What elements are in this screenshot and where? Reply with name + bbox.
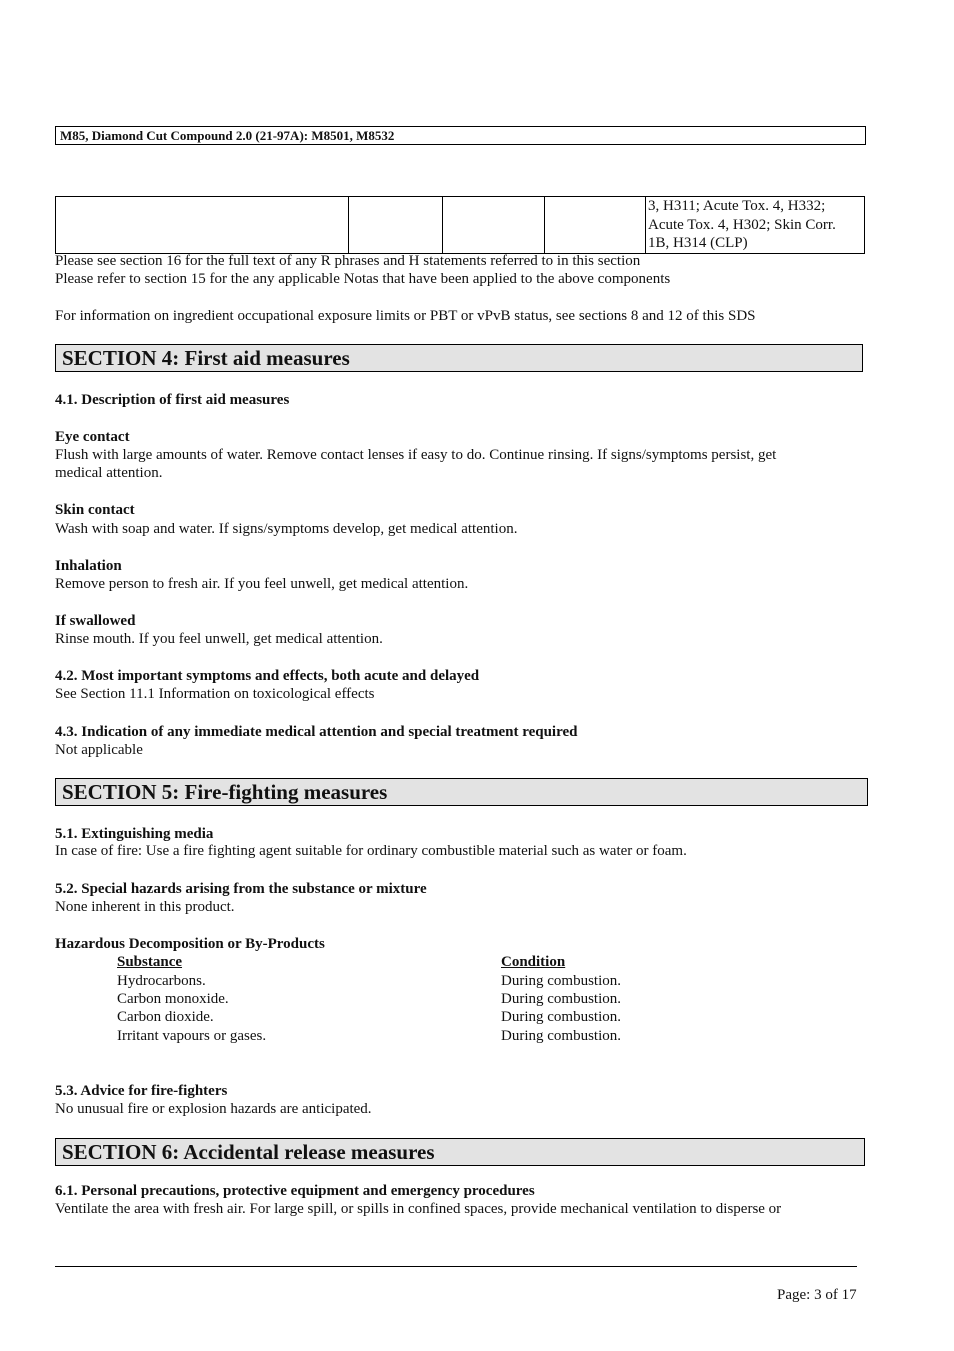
eye-contact-text: Flush with large amounts of water. Remove contact lenses if easy to do. Continue rinsing. If signs/symptoms persist, get [55, 447, 777, 463]
note-line: Please refer to section 15 for the any applicable Notas that have been applied to the above components [55, 271, 671, 287]
page-number: Page: 3 of 17 [777, 1287, 857, 1303]
inhalation-text: Remove person to fresh air. If you feel unwell, get medical attention. [55, 576, 469, 592]
subsection-heading: 4.2. Most important symptoms and effects, both acute and delayed [55, 668, 480, 684]
decomposition-heading: Hazardous Decomposition or By-Products [55, 936, 325, 952]
swallowed-heading: If swallowed [55, 613, 136, 629]
classification-line: 1B, H314 (CLP) [648, 235, 748, 251]
note-line: Please see section 16 for the full text of any R phrases and H statements referred to in this section [55, 253, 641, 269]
footer-divider [55, 1266, 857, 1267]
table-cell [545, 197, 646, 254]
components-table-continuation [55, 196, 865, 254]
table-cell-classification [646, 197, 865, 254]
subsection-text: Not applicable [55, 742, 143, 758]
substance-cell: Carbon dioxide. [117, 1009, 214, 1025]
subsection-heading: 4.3. Indication of any immediate medical attention and special treatment required [55, 724, 578, 740]
substance-cell: Carbon monoxide. [117, 991, 229, 1007]
subsection-text: See Section 11.1 Information on toxicological effects [55, 686, 375, 702]
substance-cell: Irritant vapours or gases. [117, 1028, 267, 1044]
subsection-text: Ventilate the area with fresh air. For large spill, or spills in confined spaces, provide mechanical ventilation to disperse or [55, 1201, 782, 1217]
subsection-text: No unusual fire or explosion hazards are anticipated. [55, 1101, 372, 1117]
column-header-condition: Condition [501, 954, 566, 970]
note-line: For information on ingredient occupational exposure limits or PBT or vPvB status, see sections 8 and 12 of this SDS [55, 308, 756, 324]
subsection-text: In case of fire: Use a fire fighting agent suitable for ordinary combustible material such as water or foam. [55, 843, 687, 859]
condition-cell: During combustion. [501, 991, 621, 1007]
subsection-heading: 5.3. Advice for fire-fighters [55, 1083, 228, 1099]
section-6-heading: SECTION 6: Accidental release measures [55, 1138, 865, 1166]
document-header: M85, Diamond Cut Compound 2.0 (21-97A): M8501, M8532 [55, 126, 866, 145]
table-cell [56, 197, 349, 254]
subsection-heading: 5.2. Special hazards arising from the substance or mixture [55, 881, 427, 897]
condition-cell: During combustion. [501, 1028, 621, 1044]
subsection-text: None inherent in this product. [55, 899, 235, 915]
eye-contact-heading: Eye contact [55, 429, 130, 445]
eye-contact-text: medical attention. [55, 465, 163, 481]
subsection-heading: 4.1. Description of first aid measures [55, 392, 290, 408]
classification-line: Acute Tox. 4, H302; Skin Corr. [648, 216, 836, 233]
subsection-heading: 5.1. Extinguishing media [55, 826, 214, 842]
table-row [56, 197, 865, 254]
table-cell [443, 197, 545, 254]
condition-cell: During combustion. [501, 1009, 621, 1025]
section-4-heading: SECTION 4: First aid measures [55, 344, 863, 372]
classification-line: 3, H311; Acute Tox. 4, H332; [648, 198, 826, 214]
section-5-heading: SECTION 5: Fire-fighting measures [55, 778, 868, 806]
skin-contact-heading: Skin contact [55, 502, 135, 518]
condition-cell: During combustion. [501, 973, 621, 989]
inhalation-heading: Inhalation [55, 558, 122, 574]
table-cell [349, 197, 443, 254]
swallowed-text: Rinse mouth. If you feel unwell, get medical attention. [55, 631, 383, 647]
skin-contact-text: Wash with soap and water. If signs/symptoms develop, get medical attention. [55, 521, 518, 537]
substance-cell: Hydrocarbons. [117, 973, 206, 989]
subsection-heading: 6.1. Personal precautions, protective equipment and emergency procedures [55, 1183, 535, 1199]
column-header-substance: Substance [117, 954, 183, 970]
